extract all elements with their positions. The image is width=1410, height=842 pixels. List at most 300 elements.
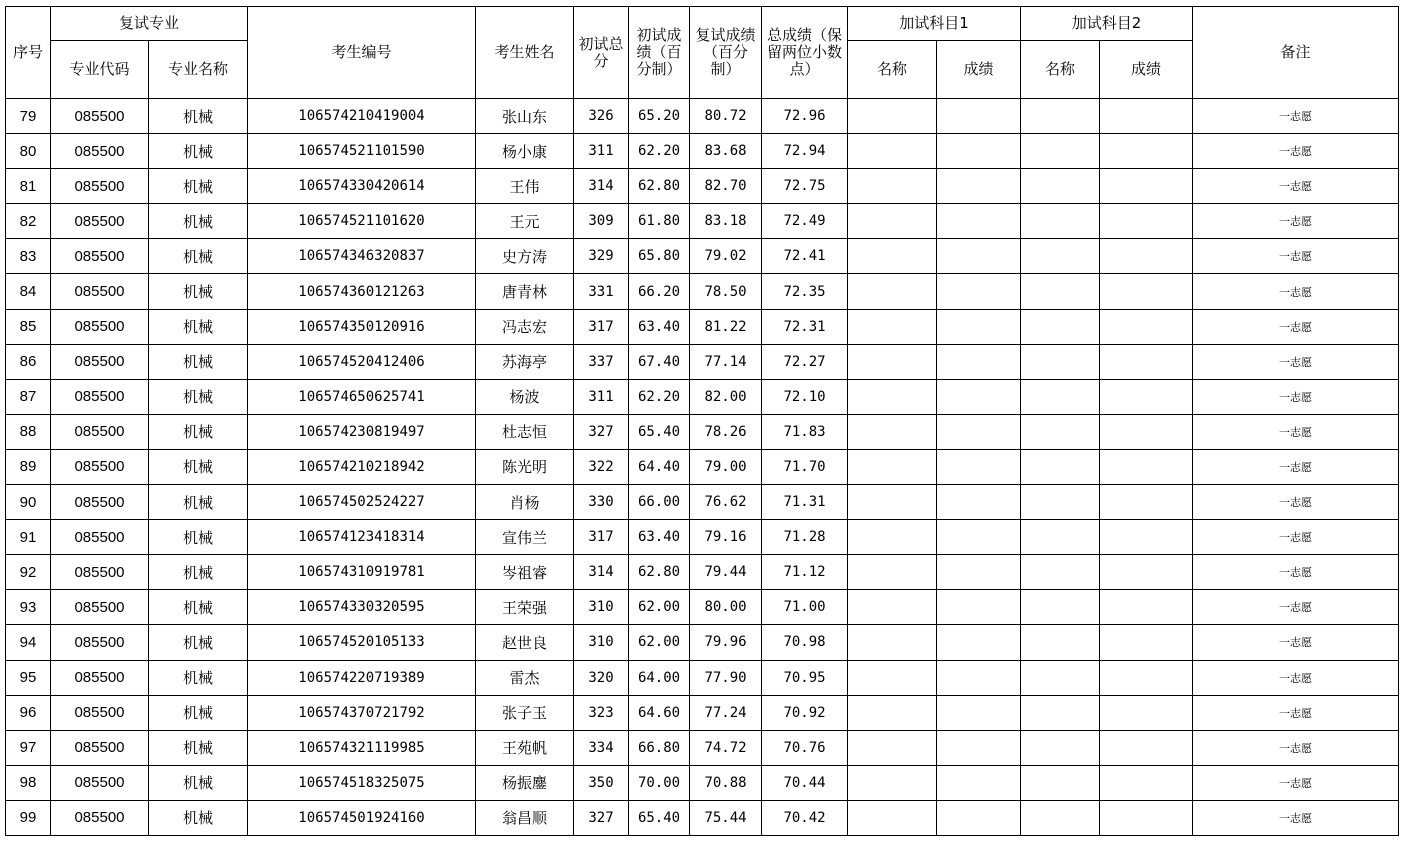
row-total-score: 70.76 <box>762 730 848 765</box>
row-extra1-name <box>848 239 937 274</box>
row-prelim-score: 66.80 <box>629 730 690 765</box>
row-retest-score: 75.44 <box>690 800 762 835</box>
admission-score-table <box>5 6 1399 836</box>
row-extra1-score <box>937 99 1021 134</box>
row-extra1-score <box>937 800 1021 835</box>
row-candidate-id: 106574360121263 <box>248 274 476 309</box>
row-extra1-score <box>937 239 1021 274</box>
row-retest-score: 80.00 <box>690 590 762 625</box>
row-seq: 91 <box>6 520 51 555</box>
table-row <box>6 485 1399 520</box>
row-retest-score: 81.22 <box>690 309 762 344</box>
row-extra2-name <box>1021 485 1100 520</box>
row-prelim-total: 327 <box>574 414 629 449</box>
row-extra2-score <box>1100 660 1193 695</box>
row-candidate-id: 106574370721792 <box>248 695 476 730</box>
row-extra2-name <box>1021 449 1100 484</box>
row-remark: 一志愿 <box>1193 414 1399 449</box>
row-extra1-score <box>937 590 1021 625</box>
row-total-score: 71.70 <box>762 449 848 484</box>
row-extra1-name <box>848 800 937 835</box>
row-extra2-name <box>1021 274 1100 309</box>
row-extra1-name <box>848 590 937 625</box>
row-seq: 96 <box>6 695 51 730</box>
row-candidate-id: 106574650625741 <box>248 379 476 414</box>
row-extra1-name <box>848 134 937 169</box>
row-extra2-score <box>1100 695 1193 730</box>
row-seq: 81 <box>6 169 51 204</box>
row-prelim-score: 66.20 <box>629 274 690 309</box>
row-remark: 一志愿 <box>1193 134 1399 169</box>
row-extra1-name <box>848 449 937 484</box>
row-extra1-score <box>937 449 1021 484</box>
row-prelim-score: 70.00 <box>629 765 690 800</box>
row-prelim-total: 309 <box>574 204 629 239</box>
row-candidate-id: 106574350120916 <box>248 309 476 344</box>
row-extra1-score <box>937 660 1021 695</box>
row-major-code: 085500 <box>51 204 149 239</box>
row-extra2-score <box>1100 625 1193 660</box>
row-prelim-total: 314 <box>574 169 629 204</box>
row-extra2-name <box>1021 660 1100 695</box>
row-prelim-total: 322 <box>574 449 629 484</box>
row-major-code: 085500 <box>51 309 149 344</box>
row-prelim-total: 331 <box>574 274 629 309</box>
row-extra1-score <box>937 520 1021 555</box>
row-extra2-name <box>1021 520 1100 555</box>
row-extra2-score <box>1100 520 1193 555</box>
row-candidate-name: 雷杰 <box>476 660 574 695</box>
row-seq: 94 <box>6 625 51 660</box>
row-prelim-score: 65.40 <box>629 414 690 449</box>
row-major-name: 机械 <box>149 449 248 484</box>
row-remark: 一志愿 <box>1193 204 1399 239</box>
row-extra2-name <box>1021 765 1100 800</box>
row-remark: 一志愿 <box>1193 274 1399 309</box>
row-candidate-id: 106574521101590 <box>248 134 476 169</box>
row-prelim-total: 330 <box>574 485 629 520</box>
row-major-name: 机械 <box>149 414 248 449</box>
row-extra1-score <box>937 169 1021 204</box>
row-total-score: 72.10 <box>762 379 848 414</box>
row-candidate-name: 杨小康 <box>476 134 574 169</box>
row-extra1-name <box>848 625 937 660</box>
row-prelim-total: 317 <box>574 309 629 344</box>
row-extra2-name <box>1021 695 1100 730</box>
row-major-name: 机械 <box>149 134 248 169</box>
row-extra1-name <box>848 765 937 800</box>
row-candidate-id: 106574330420614 <box>248 169 476 204</box>
table-header <box>6 7 1399 99</box>
row-extra1-score <box>937 414 1021 449</box>
row-total-score: 70.92 <box>762 695 848 730</box>
row-extra1-score <box>937 309 1021 344</box>
row-remark: 一志愿 <box>1193 449 1399 484</box>
row-total-score: 71.83 <box>762 414 848 449</box>
row-extra2-score <box>1100 344 1193 379</box>
header-extra1-score: 成绩 <box>937 41 1021 99</box>
header-extra-subject-2: 加试科目2 <box>1021 7 1193 41</box>
row-total-score: 72.96 <box>762 99 848 134</box>
row-seq: 84 <box>6 274 51 309</box>
row-retest-score: 83.68 <box>690 134 762 169</box>
row-major-code: 085500 <box>51 520 149 555</box>
row-total-score: 71.12 <box>762 555 848 590</box>
row-prelim-score: 64.40 <box>629 449 690 484</box>
table-row <box>6 309 1399 344</box>
table-row <box>6 695 1399 730</box>
row-retest-score: 79.02 <box>690 239 762 274</box>
row-major-name: 机械 <box>149 309 248 344</box>
row-extra2-score <box>1100 134 1193 169</box>
row-extra2-score <box>1100 730 1193 765</box>
row-major-name: 机械 <box>149 660 248 695</box>
row-extra1-score <box>937 730 1021 765</box>
row-extra1-name <box>848 169 937 204</box>
row-prelim-total: 314 <box>574 555 629 590</box>
row-extra2-name <box>1021 239 1100 274</box>
row-major-code: 085500 <box>51 239 149 274</box>
row-major-name: 机械 <box>149 99 248 134</box>
row-seq: 89 <box>6 449 51 484</box>
table-row <box>6 414 1399 449</box>
row-extra2-name <box>1021 204 1100 239</box>
row-retest-score: 79.16 <box>690 520 762 555</box>
row-candidate-name: 王元 <box>476 204 574 239</box>
row-retest-score: 79.44 <box>690 555 762 590</box>
row-extra2-score <box>1100 99 1193 134</box>
row-total-score: 72.27 <box>762 344 848 379</box>
row-extra1-name <box>848 414 937 449</box>
row-total-score: 71.28 <box>762 520 848 555</box>
row-remark: 一志愿 <box>1193 379 1399 414</box>
row-major-code: 085500 <box>51 379 149 414</box>
row-candidate-name: 冯志宏 <box>476 309 574 344</box>
table-row <box>6 449 1399 484</box>
row-prelim-score: 62.20 <box>629 379 690 414</box>
row-extra2-score <box>1100 590 1193 625</box>
row-candidate-name: 肖杨 <box>476 485 574 520</box>
row-extra1-name <box>848 204 937 239</box>
row-retest-score: 74.72 <box>690 730 762 765</box>
row-prelim-total: 327 <box>574 800 629 835</box>
row-prelim-score: 63.40 <box>629 309 690 344</box>
row-major-name: 机械 <box>149 730 248 765</box>
row-major-name: 机械 <box>149 274 248 309</box>
row-retest-score: 82.70 <box>690 169 762 204</box>
row-prelim-total: 323 <box>574 695 629 730</box>
row-candidate-name: 杨波 <box>476 379 574 414</box>
header-row-1 <box>6 7 1399 41</box>
row-prelim-total: 317 <box>574 520 629 555</box>
row-seq: 97 <box>6 730 51 765</box>
table-row <box>6 555 1399 590</box>
header-prelim-score: 初试成绩（百分制） <box>629 7 690 99</box>
row-seq: 88 <box>6 414 51 449</box>
table-row <box>6 204 1399 239</box>
row-extra2-score <box>1100 379 1193 414</box>
row-seq: 90 <box>6 485 51 520</box>
row-candidate-id: 106574346320837 <box>248 239 476 274</box>
table-row <box>6 730 1399 765</box>
row-extra2-name <box>1021 625 1100 660</box>
row-candidate-name: 王荣强 <box>476 590 574 625</box>
row-extra2-score <box>1100 169 1193 204</box>
row-candidate-id: 106574210419004 <box>248 99 476 134</box>
row-retest-score: 80.72 <box>690 99 762 134</box>
row-total-score: 72.49 <box>762 204 848 239</box>
row-remark: 一志愿 <box>1193 590 1399 625</box>
row-total-score: 72.31 <box>762 309 848 344</box>
row-major-name: 机械 <box>149 590 248 625</box>
row-major-code: 085500 <box>51 765 149 800</box>
row-remark: 一志愿 <box>1193 239 1399 274</box>
row-prelim-score: 62.80 <box>629 555 690 590</box>
row-extra1-name <box>848 695 937 730</box>
row-extra1-name <box>848 379 937 414</box>
row-prelim-score: 67.40 <box>629 344 690 379</box>
row-remark: 一志愿 <box>1193 99 1399 134</box>
header-total-score: 总成绩（保留两位小数点） <box>762 7 848 99</box>
row-extra1-score <box>937 765 1021 800</box>
row-extra1-score <box>937 555 1021 590</box>
row-prelim-score: 62.00 <box>629 625 690 660</box>
row-candidate-name: 翁昌顺 <box>476 800 574 835</box>
row-major-name: 机械 <box>149 344 248 379</box>
row-total-score: 70.44 <box>762 765 848 800</box>
row-retest-score: 70.88 <box>690 765 762 800</box>
row-candidate-id: 106574220719389 <box>248 660 476 695</box>
row-major-code: 085500 <box>51 730 149 765</box>
row-major-name: 机械 <box>149 520 248 555</box>
row-extra2-score <box>1100 555 1193 590</box>
row-remark: 一志愿 <box>1193 485 1399 520</box>
row-total-score: 72.94 <box>762 134 848 169</box>
row-prelim-score: 64.60 <box>629 695 690 730</box>
row-extra1-name <box>848 485 937 520</box>
row-candidate-name: 唐青林 <box>476 274 574 309</box>
header-candidate-id: 考生编号 <box>248 7 476 99</box>
header-extra1-name: 名称 <box>848 41 937 99</box>
row-major-code: 085500 <box>51 169 149 204</box>
row-retest-score: 78.50 <box>690 274 762 309</box>
row-prelim-score: 62.20 <box>629 134 690 169</box>
row-total-score: 70.42 <box>762 800 848 835</box>
row-candidate-id: 106574521101620 <box>248 204 476 239</box>
row-extra1-name <box>848 660 937 695</box>
row-remark: 一志愿 <box>1193 169 1399 204</box>
row-major-code: 085500 <box>51 99 149 134</box>
row-major-code: 085500 <box>51 134 149 169</box>
row-seq: 95 <box>6 660 51 695</box>
row-retest-score: 83.18 <box>690 204 762 239</box>
row-remark: 一志愿 <box>1193 730 1399 765</box>
row-major-code: 085500 <box>51 555 149 590</box>
row-candidate-name: 张山东 <box>476 99 574 134</box>
table-row <box>6 274 1399 309</box>
row-total-score: 72.75 <box>762 169 848 204</box>
row-remark: 一志愿 <box>1193 660 1399 695</box>
row-candidate-name: 宣伟兰 <box>476 520 574 555</box>
row-total-score: 72.41 <box>762 239 848 274</box>
row-prelim-score: 64.00 <box>629 660 690 695</box>
table-row <box>6 239 1399 274</box>
row-extra2-score <box>1100 309 1193 344</box>
row-candidate-name: 杨振鏖 <box>476 765 574 800</box>
row-seq: 79 <box>6 99 51 134</box>
row-major-code: 085500 <box>51 695 149 730</box>
row-remark: 一志愿 <box>1193 344 1399 379</box>
table-row <box>6 379 1399 414</box>
row-extra2-name <box>1021 134 1100 169</box>
row-major-name: 机械 <box>149 765 248 800</box>
row-candidate-id: 106574310919781 <box>248 555 476 590</box>
row-retest-score: 82.00 <box>690 379 762 414</box>
row-prelim-score: 66.00 <box>629 485 690 520</box>
row-candidate-name: 史方涛 <box>476 239 574 274</box>
row-total-score: 70.98 <box>762 625 848 660</box>
table-body <box>6 99 1399 836</box>
row-major-name: 机械 <box>149 800 248 835</box>
row-prelim-total: 334 <box>574 730 629 765</box>
row-extra2-score <box>1100 449 1193 484</box>
table-row <box>6 765 1399 800</box>
row-extra1-name <box>848 274 937 309</box>
row-prelim-score: 62.80 <box>629 169 690 204</box>
table-row <box>6 660 1399 695</box>
row-remark: 一志愿 <box>1193 555 1399 590</box>
row-extra2-score <box>1100 274 1193 309</box>
header-extra2-score: 成绩 <box>1100 41 1193 99</box>
row-seq: 85 <box>6 309 51 344</box>
row-seq: 87 <box>6 379 51 414</box>
row-retest-score: 79.96 <box>690 625 762 660</box>
row-extra2-name <box>1021 379 1100 414</box>
row-extra2-score <box>1100 239 1193 274</box>
row-retest-score: 79.00 <box>690 449 762 484</box>
row-prelim-total: 326 <box>574 99 629 134</box>
row-candidate-name: 岑祖睿 <box>476 555 574 590</box>
row-extra2-name <box>1021 555 1100 590</box>
row-major-name: 机械 <box>149 485 248 520</box>
row-remark: 一志愿 <box>1193 309 1399 344</box>
row-total-score: 71.00 <box>762 590 848 625</box>
row-candidate-name: 王伟 <box>476 169 574 204</box>
row-retest-score: 77.24 <box>690 695 762 730</box>
row-extra2-name <box>1021 590 1100 625</box>
row-prelim-score: 61.80 <box>629 204 690 239</box>
row-candidate-id: 106574321119985 <box>248 730 476 765</box>
row-prelim-total: 337 <box>574 344 629 379</box>
row-extra2-name <box>1021 800 1100 835</box>
header-major-code: 专业代码 <box>51 41 149 99</box>
row-extra1-score <box>937 134 1021 169</box>
row-extra2-name <box>1021 344 1100 379</box>
row-major-code: 085500 <box>51 590 149 625</box>
row-extra1-score <box>937 379 1021 414</box>
row-extra1-name <box>848 555 937 590</box>
row-extra1-name <box>848 99 937 134</box>
row-remark: 一志愿 <box>1193 520 1399 555</box>
row-prelim-total: 350 <box>574 765 629 800</box>
row-prelim-total: 310 <box>574 590 629 625</box>
row-extra2-score <box>1100 204 1193 239</box>
row-candidate-name: 苏海亭 <box>476 344 574 379</box>
row-major-code: 085500 <box>51 625 149 660</box>
row-candidate-id: 106574123418314 <box>248 520 476 555</box>
row-candidate-id: 106574210218942 <box>248 449 476 484</box>
row-prelim-score: 63.40 <box>629 520 690 555</box>
row-seq: 82 <box>6 204 51 239</box>
row-extra1-score <box>937 625 1021 660</box>
row-candidate-name: 杜志恒 <box>476 414 574 449</box>
row-prelim-total: 311 <box>574 134 629 169</box>
row-seq: 92 <box>6 555 51 590</box>
row-remark: 一志愿 <box>1193 695 1399 730</box>
row-major-name: 机械 <box>149 695 248 730</box>
row-prelim-score: 65.40 <box>629 800 690 835</box>
row-candidate-name: 赵世良 <box>476 625 574 660</box>
header-extra2-name: 名称 <box>1021 41 1100 99</box>
row-seq: 99 <box>6 800 51 835</box>
row-remark: 一志愿 <box>1193 765 1399 800</box>
row-candidate-id: 106574520105133 <box>248 625 476 660</box>
row-prelim-total: 329 <box>574 239 629 274</box>
row-candidate-name: 张子玉 <box>476 695 574 730</box>
row-candidate-name: 王苑帆 <box>476 730 574 765</box>
row-prelim-score: 65.80 <box>629 239 690 274</box>
row-major-code: 085500 <box>51 274 149 309</box>
row-prelim-score: 65.20 <box>629 99 690 134</box>
table-row <box>6 625 1399 660</box>
row-extra1-score <box>937 344 1021 379</box>
row-total-score: 70.95 <box>762 660 848 695</box>
header-major-name: 专业名称 <box>149 41 248 99</box>
row-extra2-score <box>1100 800 1193 835</box>
header-seq: 序号 <box>6 7 51 99</box>
row-major-name: 机械 <box>149 169 248 204</box>
row-major-code: 085500 <box>51 344 149 379</box>
row-major-name: 机械 <box>149 239 248 274</box>
row-total-score: 71.31 <box>762 485 848 520</box>
row-candidate-id: 106574520412406 <box>248 344 476 379</box>
table-row <box>6 99 1399 134</box>
row-candidate-name: 陈光明 <box>476 449 574 484</box>
row-major-name: 机械 <box>149 625 248 660</box>
row-major-name: 机械 <box>149 555 248 590</box>
row-candidate-id: 106574501924160 <box>248 800 476 835</box>
row-extra2-score <box>1100 765 1193 800</box>
row-prelim-score: 62.00 <box>629 590 690 625</box>
row-extra2-score <box>1100 414 1193 449</box>
row-extra2-name <box>1021 730 1100 765</box>
header-retest-score: 复试成绩（百分制） <box>690 7 762 99</box>
table-row <box>6 520 1399 555</box>
table-row <box>6 134 1399 169</box>
header-prelim-total: 初试总分 <box>574 7 629 99</box>
table-row <box>6 800 1399 835</box>
row-extra1-score <box>937 485 1021 520</box>
table-row <box>6 344 1399 379</box>
row-major-code: 085500 <box>51 485 149 520</box>
row-candidate-id: 106574230819497 <box>248 414 476 449</box>
row-extra1-name <box>848 344 937 379</box>
row-seq: 80 <box>6 134 51 169</box>
row-candidate-id: 106574502524227 <box>248 485 476 520</box>
row-extra1-score <box>937 274 1021 309</box>
row-prelim-total: 311 <box>574 379 629 414</box>
row-extra2-name <box>1021 414 1100 449</box>
